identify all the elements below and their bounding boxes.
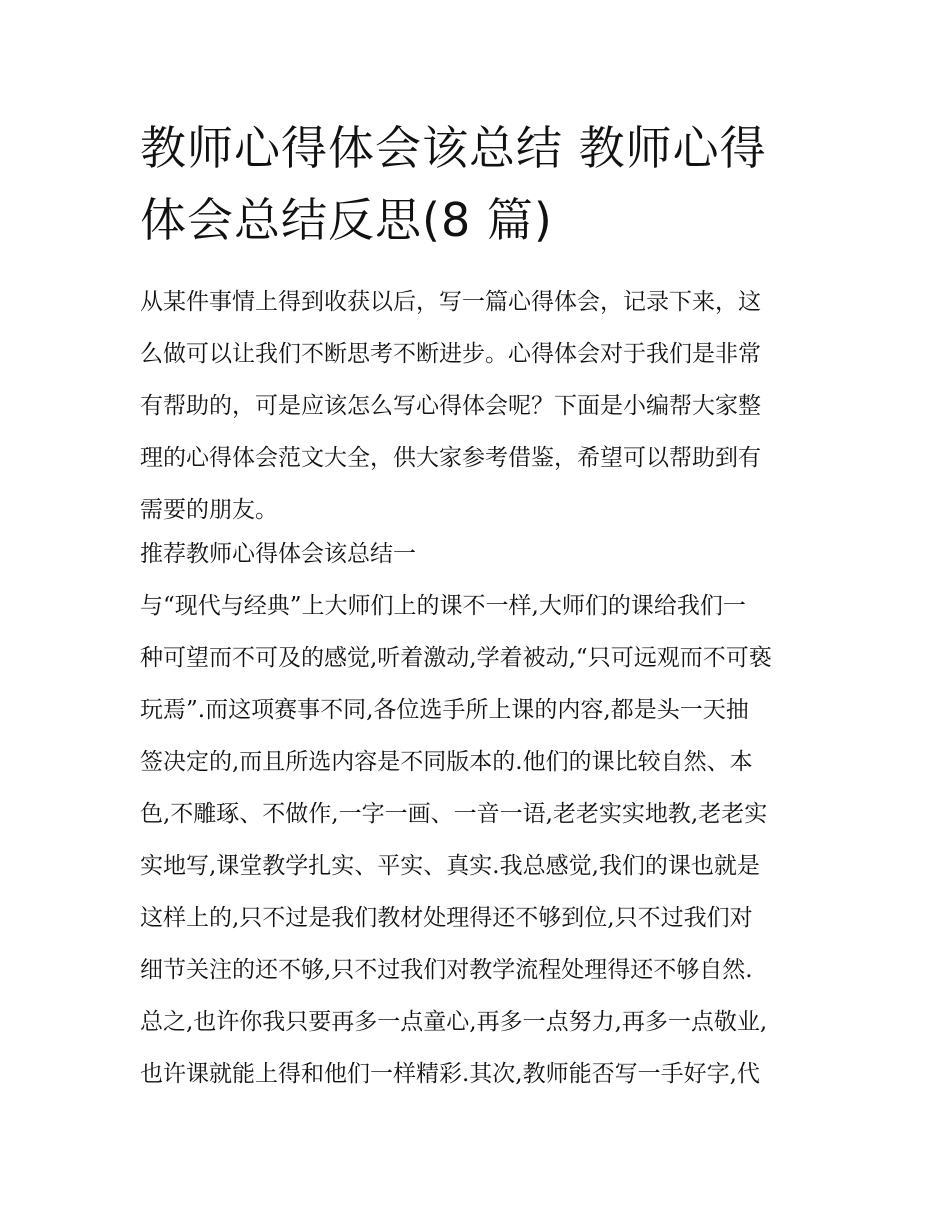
text-line: 玩焉”.而这项赛事不同,各位选手所上课的内容,都是头一天抽 [140, 697, 749, 723]
text-line: 实地写,课堂教学扎实、平实、真实.我总感觉,我们的课也就是 [140, 853, 760, 879]
text-line: 理的心得体会范文大全，供大家参考借鉴，希望可以帮助到有 [140, 445, 761, 471]
title-line: 体会总结反思(8 篇) [140, 193, 553, 247]
text-line: 总之,也许你我只要再多一点童心,再多一点努力,再多一点敬业, [140, 1009, 768, 1035]
text-line: 么做可以让我们不断思考不断进步。心得体会对于我们是非常 [140, 341, 761, 367]
text-line: 从某件事情上得到收获以后，写一篇心得体会，记录下来，这 [140, 289, 761, 315]
article-paragraph [140, 580, 820, 1100]
text-line: 有帮助的，可是应该怎么写心得体会呢？下面是小编帮大家整 [140, 393, 761, 419]
text-line: 与“现代与经典”上大师们上的课不一样,大师们的课给我们一 [140, 593, 746, 619]
title-line: 教师心得体会该总结 教师心得 [140, 121, 767, 175]
text-line: 需要的朋友。 [140, 497, 278, 523]
section-heading [140, 528, 820, 580]
text-line: 签决定的,而且所选内容是不同版本的.他们的课比较自然、本 [140, 749, 753, 775]
text-line: 色,不雕琢、不做作,一字一画、一音一语,老老实实地教,老老实 [140, 801, 768, 827]
text-line: 细节关注的还不够,只不过我们对教学流程处理得还不够自然. [140, 957, 753, 983]
text-line: 也许课就能上得和他们一样精彩.其次,教师能否写一手好字,代 [140, 1061, 760, 1087]
text-line: 这样上的,只不过是我们教材处理得还不够到位,只不过我们对 [140, 905, 753, 931]
text-line: 种可望而不可及的感觉,听着激动,学着被动,“只可远观而不可亵 [140, 645, 772, 671]
intro-paragraph [140, 276, 820, 536]
section-heading-text: 推荐教师心得体会该总结一 [140, 541, 416, 567]
document-title [140, 112, 820, 256]
